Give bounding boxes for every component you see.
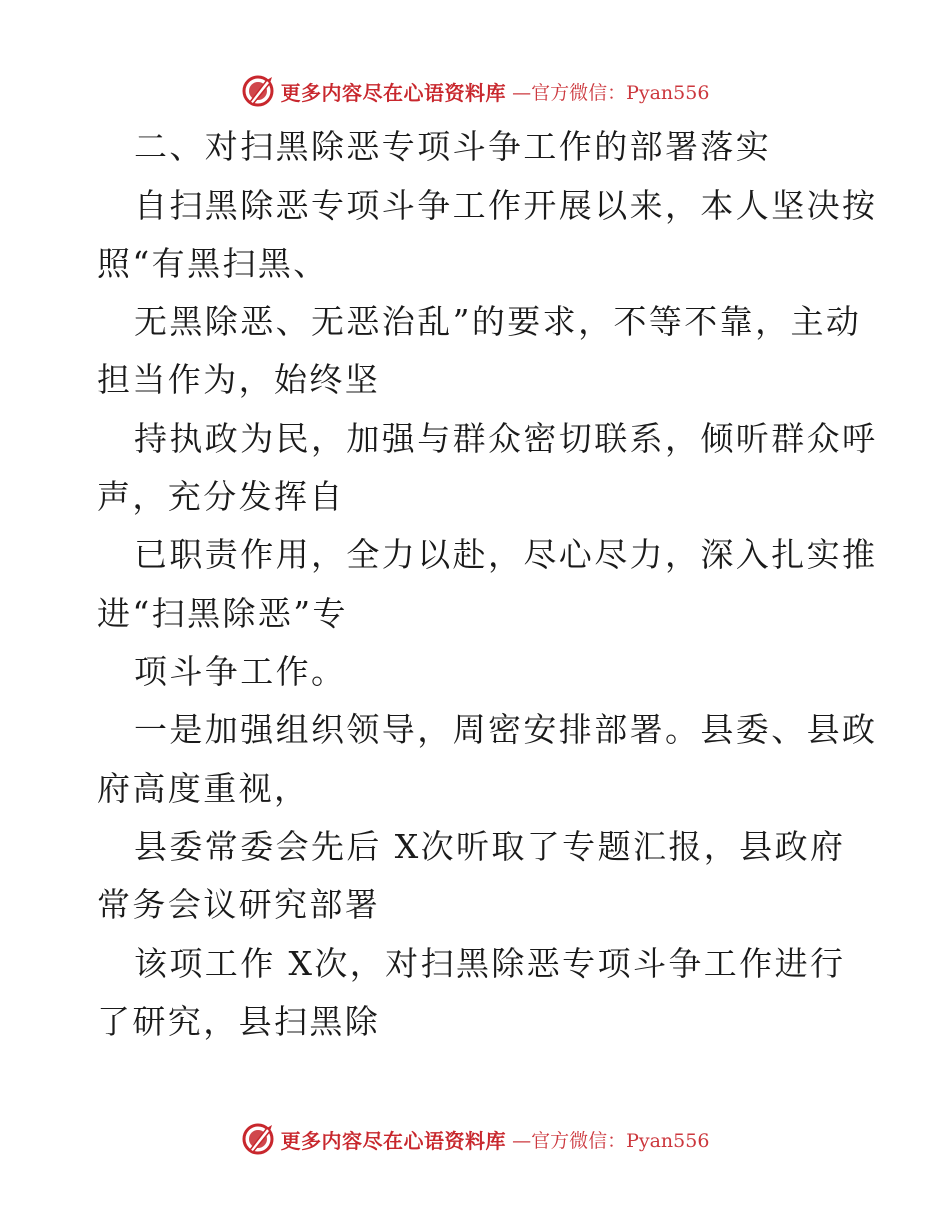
quill-pen-logo-icon <box>241 74 275 108</box>
banner-brand-text: 更多内容尽在心语资料库 <box>280 1128 507 1153</box>
footer-banner <box>0 1119 950 1159</box>
quill-pen-logo-icon <box>241 1122 275 1156</box>
banner-wechat-text: —官方微信：Pyan556 <box>512 1129 710 1152</box>
banner-wechat-text: —官方微信：Pyan556 <box>512 81 710 104</box>
paragraph-line: 已职责作用，全力以赴，尽心尽力，深入扎实推 <box>134 535 878 574</box>
paragraph-line: 县委常委会先后 X次听取了专题汇报，县政府 <box>134 827 846 866</box>
paragraph-line: 一是加强组织领导，周密安排部署。县委、县政 <box>134 710 878 749</box>
paragraph-line: 常务会议研究部署 <box>97 885 381 924</box>
paragraph-line: 该项工作 X次，对扫黑除恶专项斗争工作进行 <box>134 944 846 983</box>
paragraph-line: 持执政为民，加强与群众密切联系，倾听群众呼 <box>134 419 878 458</box>
paragraph-line: 自扫黑除恶专项斗争工作开展以来，本人坚决按 <box>134 186 878 225</box>
paragraph-line: 府高度重视， <box>97 769 310 808</box>
paragraph-line: 声，充分发挥自 <box>97 477 345 516</box>
banner-brand-text: 更多内容尽在心语资料库 <box>280 80 507 105</box>
paragraph-line: 了研究，县扫黑除 <box>97 1002 381 1041</box>
paragraph-line: 进“扫黑除恶”专 <box>97 594 348 633</box>
paragraph-line: 照“有黑扫黑、 <box>97 244 329 283</box>
paragraph-line: 无黑除恶、无恶治乱”的要求，不等不靠，主动 <box>134 302 862 341</box>
section-heading: 二、对扫黑除恶专项斗争工作的部署落实 <box>134 127 772 166</box>
header-banner <box>0 71 950 111</box>
paragraph-line: 担当作为，始终坚 <box>97 360 381 399</box>
paragraph-line: 项斗争工作。 <box>134 652 347 691</box>
